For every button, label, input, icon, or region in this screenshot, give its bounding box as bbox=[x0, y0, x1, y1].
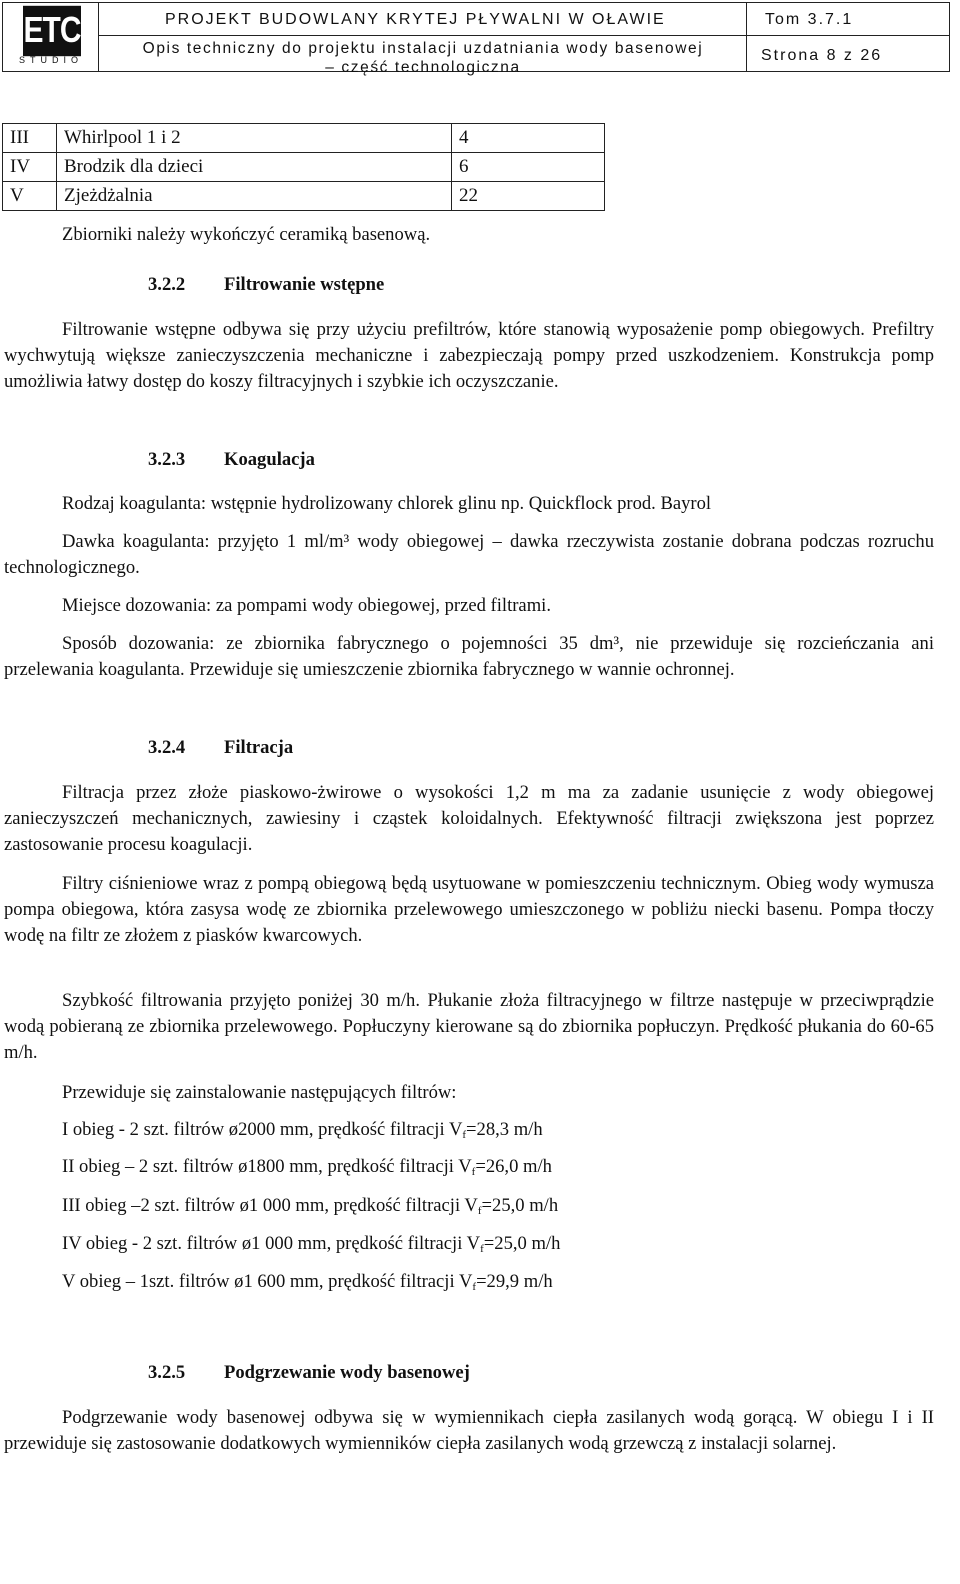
paragraph-prefiltration: Filtrowanie wstępne odbywa się przy użyciu prefiltrów, które stanowią wyposażenie pomp obiegowych. Prefiltry wychwytują większe zanieczyszczenia mechaniczne i zabezpieczają pompy przed uszkodzeniem. Konstrukcja pomp umożliwia łatwy dostęp do koszy filtracyjnych i szybkie ich oczyszczanie. bbox=[4, 319, 934, 392]
page-number: Strona 8 z 26 bbox=[761, 47, 883, 64]
filter-list-item: IV obieg - 2 szt. filtrów ø1 000 mm, prędkość filtracji $V_f=25,0$ m/h bbox=[62, 1233, 561, 1255]
section-heading-3-2-3 bbox=[148, 447, 315, 473]
section-heading-3-2-5 bbox=[148, 1360, 470, 1386]
table-cell-num: V bbox=[3, 182, 57, 211]
section-title: Filtrowanie wstępne bbox=[224, 274, 385, 295]
section-title: Filtracja bbox=[224, 737, 294, 758]
company-logo bbox=[3, 3, 99, 71]
filter-list-item: V obieg – 1szt. filtrów ø1 600 mm, prędkość filtracji $V_f=29,9$ m/h bbox=[62, 1271, 553, 1293]
volume-number: Tom 3.7.1 bbox=[765, 11, 854, 28]
section-number: 3.2.3 bbox=[148, 449, 186, 470]
description-line-1: Opis techniczny do projektu instalacji uzdatniania wody basenowej bbox=[142, 40, 704, 57]
page-header bbox=[2, 2, 950, 76]
paragraph-coagulant-type: Rodzaj koagulanta: wstępnie hydrolizowany chlorek glinu np. Quickflock prod. Bayrol bbox=[62, 493, 712, 514]
paragraph-filters-intro: Przewiduje się zainstalowanie następujących filtrów: bbox=[62, 1082, 457, 1103]
section-title: Podgrzewanie wody basenowej bbox=[224, 1362, 470, 1383]
header-right bbox=[747, 3, 949, 71]
table-cell-value: 6 bbox=[452, 153, 605, 182]
table-row bbox=[3, 124, 605, 153]
table-cell-name: Whirlpool 1 i 2 bbox=[57, 124, 452, 153]
section-number: 3.2.5 bbox=[148, 1362, 186, 1383]
logo-mark: ETC bbox=[23, 6, 81, 56]
filter-list-item: III obieg –2 szt. filtrów ø1 000 mm, prędkość filtracji $V_f=25,0$ m/h bbox=[62, 1195, 559, 1217]
paragraph-filtration-intro: Filtracja przez złoże piaskowo-żwirowe o wysokości 1,2 m ma za zadanie usunięcie z wody obiegowej zanieczyszczeń mechanicznych, zawiesiny i cząstek koloidalnych. Efektywność filtracji zwiększona jest poprzez zastosowanie procesu koagulacji. bbox=[4, 782, 934, 855]
logo-subtext: STUDIO bbox=[18, 55, 83, 65]
table-cell-num: IV bbox=[3, 153, 57, 182]
table-cell-num: III bbox=[3, 124, 57, 153]
section-number: 3.2.4 bbox=[148, 737, 186, 758]
table-cell-value: 22 bbox=[452, 182, 605, 211]
paragraph-coagulant-dose: Dawka koagulanta: przyjęto 1 ml/m³ wody obiegowej – dawka rzeczywista zostanie dobrana podczas rozruchu technologicznego. bbox=[4, 531, 934, 578]
header-center bbox=[99, 3, 747, 76]
section-heading-3-2-2 bbox=[148, 272, 384, 298]
table-row bbox=[3, 182, 605, 211]
project-title: PROJEKT BUDOWLANY KRYTEJ PŁYWALNI W OŁAWIE bbox=[165, 11, 666, 28]
filter-list-item: II obieg – 2 szt. filtrów ø1800 mm, prędkość filtracji $V_f=26,0$ m/h bbox=[62, 1156, 552, 1178]
section-heading-3-2-4 bbox=[148, 735, 293, 761]
paragraph-filtration-speed: Szybkość filtrowania przyjęto poniżej 30 m/h. Płukanie złoża filtracyjnego w filtrze następuje w przeciwprądzie wodą pobieraną ze zbiornika przelewowego. Popłuczyny kierowane są do zbiornika popłuczyn. Prędkość płukania do 60-65 m/h. bbox=[4, 990, 934, 1063]
table-cell-name: Zjeżdżalnia bbox=[57, 182, 452, 211]
intro-note: Zbiorniki należy wykończyć ceramiką basenową. bbox=[62, 224, 431, 245]
table-row bbox=[3, 153, 605, 182]
section-title: Koagulacja bbox=[224, 449, 315, 470]
paragraph-dosing-place: Miejsce dozowania: za pompami wody obiegowej, przed filtrami. bbox=[62, 595, 551, 616]
section-number: 3.2.2 bbox=[148, 274, 186, 295]
header-divider bbox=[99, 35, 949, 36]
paragraph-dosing-method: Sposób dozowania: ze zbiornika fabrycznego o pojemności 35 dm³, nie przewiduje się rozcieńczania ani przelewania koagulanta. Przewiduje się umieszczenie zbiornika fabrycznego w wannie ochronnej. bbox=[4, 633, 934, 680]
filter-list-item: I obieg - 2 szt. filtrów ø2000 mm, prędkość filtracji $V_f=28,3$ m/h bbox=[62, 1119, 543, 1141]
table-cell-value: 4 bbox=[452, 124, 605, 153]
pools-table bbox=[2, 123, 605, 211]
paragraph-pool-water-heating: Podgrzewanie wody basenowej odbywa się w wymiennikach ciepła zasilanych wodą gorącą. W obiegu I i II przewiduje się zastosowanie dodatkowych wymienników ciepła zasilanych wodą grzewczą z instalacji solarnej. bbox=[4, 1407, 934, 1454]
table-cell-name: Brodzik dla dzieci bbox=[57, 153, 452, 182]
document-description bbox=[113, 39, 733, 77]
description-line-2: – część technologiczna bbox=[325, 59, 521, 76]
paragraph-pressure-filters: Filtry ciśnieniowe wraz z pompą obiegową będą usytuowane w pomieszczeniu technicznym. Obieg wody wymusza pompa obiegowa, która zasysa wodę ze zbiornika przelewowego umieszczonego w pobliżu niecki basenu. Pompa tłoczy wodę na filtr ze złożem z piasków kwarcowych. bbox=[4, 873, 934, 946]
